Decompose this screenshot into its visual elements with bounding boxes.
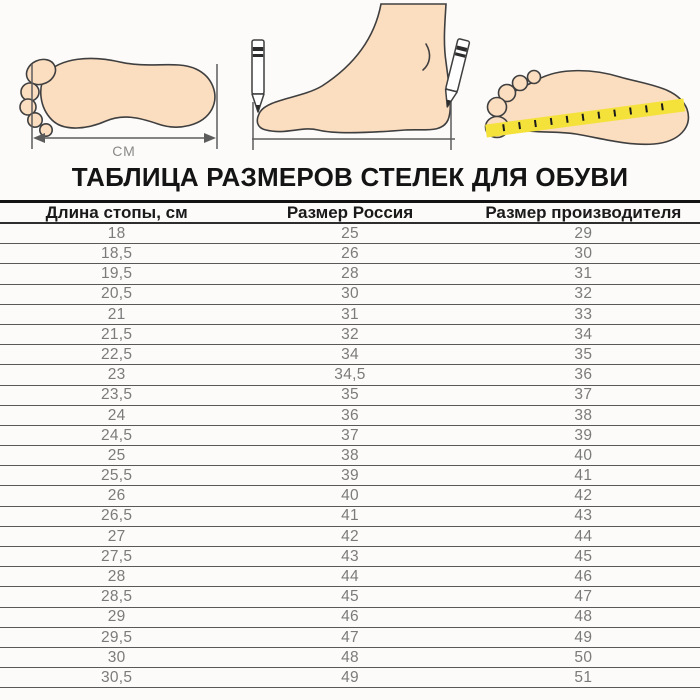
manufacturer-size-cell: 46	[467, 567, 700, 587]
manufacturer-size-cell: 36	[467, 365, 700, 385]
arrow-right-head	[204, 133, 216, 143]
foot-sole-tape-icon	[482, 55, 697, 155]
table-row	[0, 223, 700, 244]
size-table-body	[0, 223, 700, 688]
table-row	[0, 627, 700, 647]
foot-length-cell: 23,5	[0, 385, 233, 405]
size-table	[0, 200, 700, 688]
manufacturer-size-cell: 43	[467, 506, 700, 526]
manufacturer-size-cell: 51	[467, 668, 700, 688]
table-row	[0, 244, 700, 264]
table-row	[0, 446, 700, 466]
foot-length-cell: 25,5	[0, 466, 233, 486]
header-manufacturer-size: Размер производителя	[467, 202, 700, 224]
table-row	[0, 385, 700, 405]
foot-length-cell: 27	[0, 526, 233, 546]
foot-length-cell: 18	[0, 223, 233, 244]
russia-size-cell: 25	[233, 223, 466, 244]
table-row	[0, 365, 700, 385]
manufacturer-size-cell: 32	[467, 284, 700, 304]
foot-length-cell: 28,5	[0, 587, 233, 607]
russia-size-cell: 39	[233, 466, 466, 486]
foot-length-cell: 24	[0, 405, 233, 425]
foot-length-cell: 25	[0, 446, 233, 466]
header-foot-length: Длина стопы, см	[0, 202, 233, 224]
russia-size-cell: 34	[233, 345, 466, 365]
table-row	[0, 304, 700, 324]
manufacturer-size-cell: 44	[467, 526, 700, 546]
russia-size-cell: 47	[233, 627, 466, 647]
manufacturer-size-cell: 29	[467, 223, 700, 244]
table-header-row	[0, 202, 700, 224]
russia-size-cell: 48	[233, 647, 466, 667]
foot-length-cell: 21,5	[0, 324, 233, 344]
manufacturer-size-cell: 47	[467, 587, 700, 607]
table-row	[0, 284, 700, 304]
table-row	[0, 587, 700, 607]
foot-length-cell: 22,5	[0, 345, 233, 365]
russia-size-cell: 44	[233, 567, 466, 587]
russia-size-cell: 34,5	[233, 365, 466, 385]
foot-length-cell: 30	[0, 647, 233, 667]
table-row	[0, 607, 700, 627]
arrow-left-head	[33, 133, 45, 143]
table-row	[0, 264, 700, 284]
russia-size-cell: 46	[233, 607, 466, 627]
manufacturer-size-cell: 49	[467, 627, 700, 647]
manufacturer-size-cell: 38	[467, 405, 700, 425]
foot-length-cell: 18,5	[0, 244, 233, 264]
table-row	[0, 668, 700, 688]
russia-size-cell: 28	[233, 264, 466, 284]
russia-size-cell: 32	[233, 324, 466, 344]
foot-sole-width-arrow-icon	[12, 48, 237, 160]
foot-length-cell: 20,5	[0, 284, 233, 304]
manufacturer-size-cell: 50	[467, 647, 700, 667]
russia-size-cell: 30	[233, 284, 466, 304]
cm-label: СМ	[112, 143, 136, 159]
russia-size-cell: 36	[233, 405, 466, 425]
manufacturer-size-cell: 42	[467, 486, 700, 506]
manufacturer-size-cell: 39	[467, 425, 700, 445]
table-row	[0, 324, 700, 344]
table-row	[0, 486, 700, 506]
manufacturer-size-cell: 35	[467, 345, 700, 365]
manufacturer-size-cell: 30	[467, 244, 700, 264]
russia-size-cell: 38	[233, 446, 466, 466]
russia-size-cell: 37	[233, 425, 466, 445]
foot-length-cell: 28	[0, 567, 233, 587]
foot-length-cell: 30,5	[0, 668, 233, 688]
russia-size-cell: 40	[233, 486, 466, 506]
pencil-left-icon	[252, 40, 264, 112]
manufacturer-size-cell: 33	[467, 304, 700, 324]
table-row	[0, 345, 700, 365]
foot-length-cell: 26,5	[0, 506, 233, 526]
foot-tape-illustration	[482, 55, 697, 160]
manufacturer-size-cell: 31	[467, 264, 700, 284]
foot-length-cell: 21	[0, 304, 233, 324]
table-row	[0, 466, 700, 486]
manufacturer-size-cell: 48	[467, 607, 700, 627]
russia-size-cell: 43	[233, 547, 466, 567]
table-row	[0, 567, 700, 587]
foot-length-cell: 29,5	[0, 627, 233, 647]
russia-size-cell: 26	[233, 244, 466, 264]
table-row	[0, 405, 700, 425]
foot-length-cell: 26	[0, 486, 233, 506]
russia-size-cell: 42	[233, 526, 466, 546]
manufacturer-size-cell: 41	[467, 466, 700, 486]
foot-length-cell: 19,5	[0, 264, 233, 284]
foot-length-illustration	[12, 48, 237, 165]
table-row	[0, 647, 700, 667]
table-row	[0, 506, 700, 526]
manufacturer-size-cell: 40	[467, 446, 700, 466]
header-russia-size: Размер Россия	[233, 202, 466, 224]
russia-size-cell: 45	[233, 587, 466, 607]
foot-length-cell: 24,5	[0, 425, 233, 445]
foot-length-cell: 29	[0, 607, 233, 627]
russia-size-cell: 41	[233, 506, 466, 526]
foot-measuring-illustration	[240, 2, 475, 157]
page-title: ТАБЛИЦА РАЗМЕРОВ СТЕЛЕК ДЛЯ ОБУВИ	[71, 162, 629, 192]
manufacturer-size-cell: 45	[467, 547, 700, 567]
table-row	[0, 526, 700, 546]
russia-size-cell: 35	[233, 385, 466, 405]
foot-side-pencils-icon	[240, 2, 475, 152]
foot-length-cell: 23	[0, 365, 233, 385]
russia-size-cell: 49	[233, 668, 466, 688]
russia-size-cell: 31	[233, 304, 466, 324]
table-row	[0, 425, 700, 445]
manufacturer-size-cell: 34	[467, 324, 700, 344]
manufacturer-size-cell: 37	[467, 385, 700, 405]
foot-length-cell: 27,5	[0, 547, 233, 567]
table-row	[0, 547, 700, 567]
